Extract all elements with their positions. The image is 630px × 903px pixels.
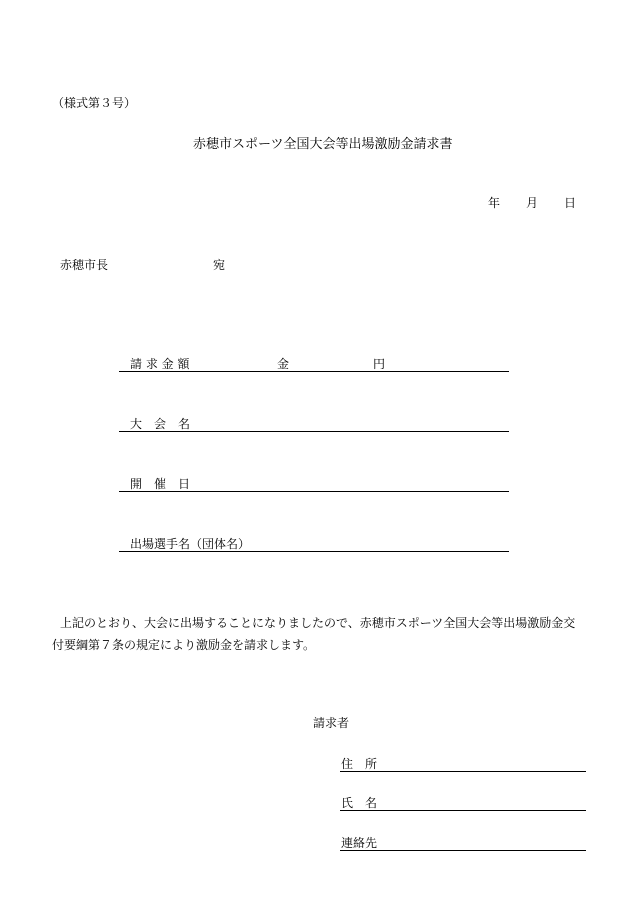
date-line [488, 197, 576, 209]
date-year-label: 年 [488, 196, 501, 210]
requester-address-underline[interactable] [340, 771, 586, 772]
requester-heading: 請求者 [313, 716, 350, 730]
amount-unit: 円 [373, 357, 386, 371]
requester-contact-underline[interactable] [340, 850, 586, 851]
requester-name-label: 氏 名 [341, 796, 378, 810]
amount-label: 請 求 金 額 [130, 357, 190, 371]
form-number: （様式第３号） [52, 96, 137, 110]
event-date-label: 開 催 日 [130, 477, 191, 491]
body-text-line-1: 上記のとおり、大会に出場することになりましたので、赤穂市スポーツ全国大会等出場激励金交 [60, 616, 576, 630]
requester-address-label: 住 所 [341, 757, 378, 771]
event-date-underline[interactable] [119, 491, 509, 492]
body-text-line-2: 付要綱第７条の規定により激励金を請求します。 [52, 638, 316, 652]
participants-label: 出場選手名（団体名） [130, 537, 251, 551]
addressee-suffix: 宛 [213, 258, 226, 272]
participants-underline[interactable] [119, 551, 509, 552]
amount-prefix: 金 [277, 357, 290, 371]
document-title: 赤穂市スポーツ全国大会等出場激励金請求書 [193, 137, 453, 152]
date-month-label: 月 [526, 196, 539, 210]
event-name-label: 大 会 名 [130, 417, 191, 431]
amount-underline[interactable] [119, 371, 509, 372]
requester-name-underline[interactable] [340, 810, 586, 811]
requester-contact-label: 連絡先 [341, 836, 378, 850]
date-day-label: 日 [564, 196, 577, 210]
addressee-name: 赤穂市長 [60, 258, 109, 272]
event-name-underline[interactable] [119, 431, 509, 432]
